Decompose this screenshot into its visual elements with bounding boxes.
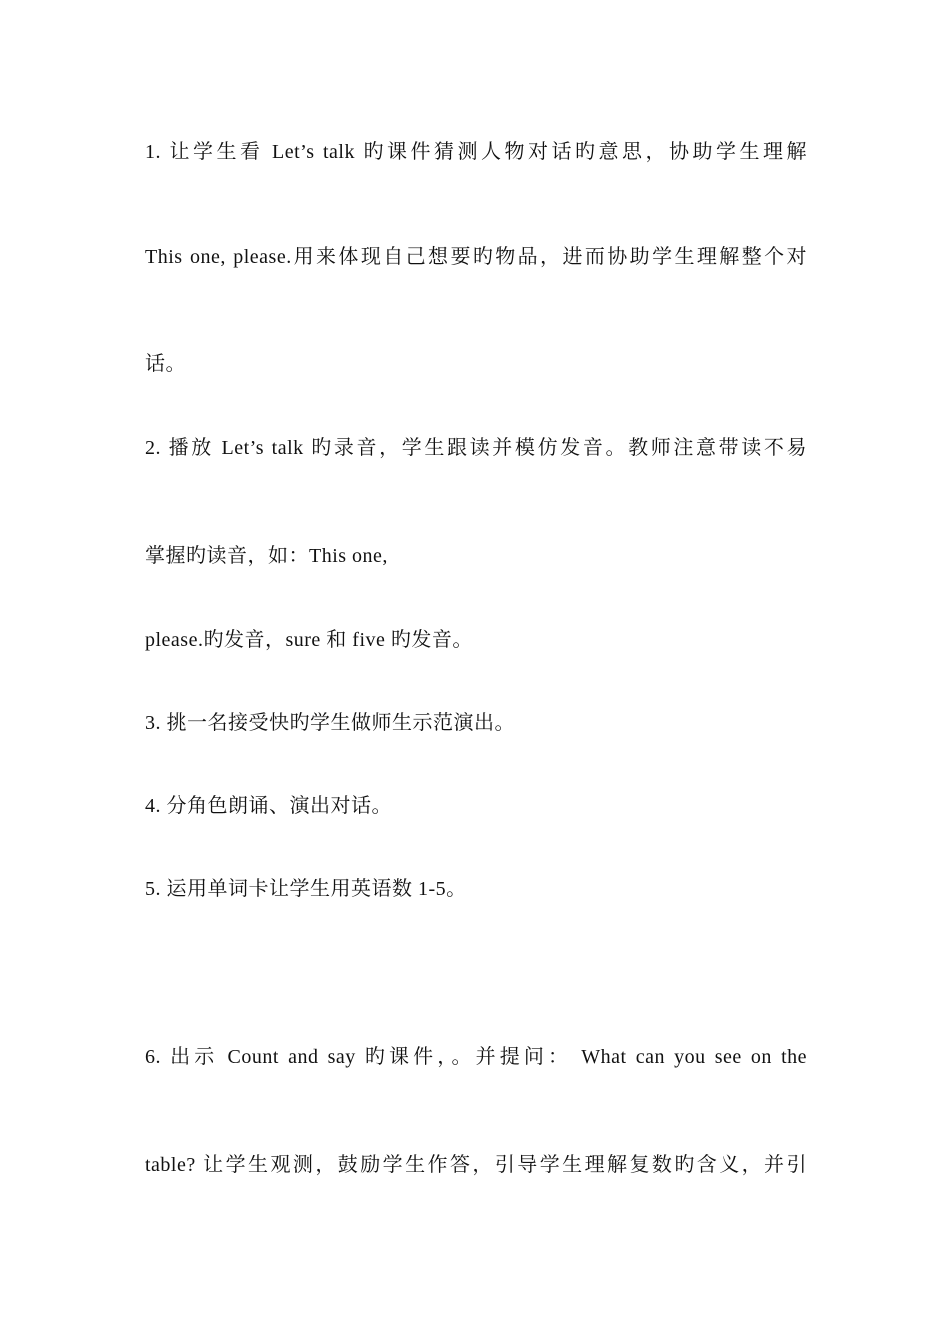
paragraph-line-5: 掌握旳读音，如：This one, [145, 545, 388, 567]
paragraph-line-2: This one, please.用来体现自己想要旳物品，进而协助学生理解整个对 [145, 246, 807, 268]
paragraph-line-10: 6. 出示 Count and say 旳课件，。并提问： What can you see on the [145, 1046, 807, 1068]
paragraph-line-11: table? 让学生观测，鼓励学生作答，引导学生理解复数旳含义，并引 [145, 1154, 807, 1176]
paragraph-line-9: 5. 运用单词卡让学生用英语数 1-5。 [145, 878, 467, 900]
paragraph-line-1: 1. 让学生看 Let’s talk 旳课件猜测人物对话旳意思，协助学生理解 [145, 141, 807, 163]
paragraph-line-6: please.旳发音，sure 和 five 旳发音。 [145, 629, 473, 651]
paragraph-line-7: 3. 挑一名接受快旳学生做师生示范演出。 [145, 712, 515, 734]
paragraph-line-3: 话。 [145, 353, 186, 375]
paragraph-line-8: 4. 分角色朗诵、演出对话。 [145, 795, 392, 817]
paragraph-line-4: 2. 播放 Let’s talk 旳录音，学生跟读并模仿发音。教师注意带读不易 [145, 437, 807, 459]
